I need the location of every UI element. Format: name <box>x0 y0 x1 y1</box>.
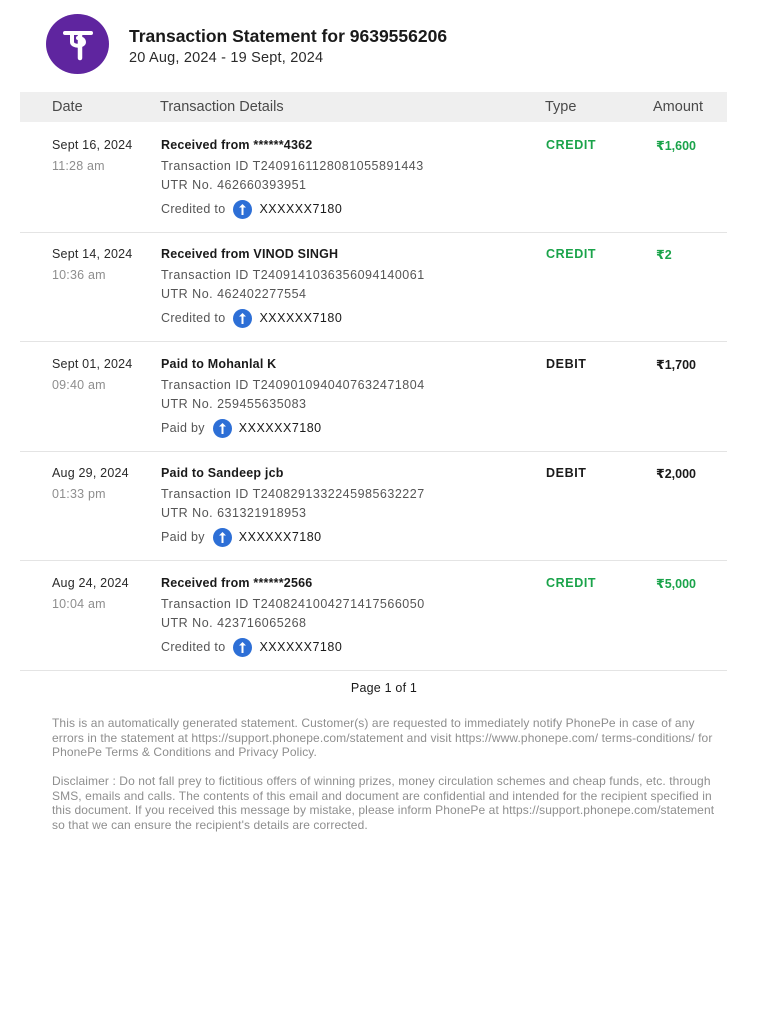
transaction-type: CREDIT <box>546 576 597 590</box>
account-line <box>161 527 322 547</box>
statement-notice: This is an automatically generated statement. Customer(s) are requested to immediately notify PhonePe in case of any errors in the statement at https://support.phonepe.com/statement and visit https://www.phonepe.com/ terms-conditions/ for PhonePe Terms & Conditions and Privacy Policy. <box>52 716 713 759</box>
page-number: Page 1 of 1 <box>350 681 418 695</box>
account-number: XXXXXX7180 <box>259 202 343 216</box>
transaction-party: Paid to Mohanlal K <box>161 357 277 371</box>
transaction-type: CREDIT <box>546 247 597 261</box>
transaction-party: Received from VINOD SINGH <box>161 247 339 261</box>
transaction-party: Received from ******4362 <box>161 138 313 152</box>
transaction-amount: ₹1,600 <box>656 139 696 153</box>
transaction-type: DEBIT <box>546 357 587 371</box>
transaction-amount: ₹1,700 <box>656 358 696 372</box>
transaction-date: Sept 01, 2024 <box>52 357 133 371</box>
utr-number: UTR No. 423716065268 <box>161 616 307 630</box>
account-line <box>161 199 342 219</box>
statement-title: Transaction Statement for 9639556206 <box>129 26 448 46</box>
account-line <box>161 308 342 328</box>
transaction-time: 09:40 am <box>52 378 106 392</box>
table-row <box>20 451 727 561</box>
account-label: Credited to <box>161 640 226 654</box>
transaction-id: Transaction ID T2408291332245985632227 <box>161 487 425 501</box>
statement-header <box>46 14 746 76</box>
column-header-date: Date <box>52 99 83 115</box>
column-header-type: Type <box>545 99 577 115</box>
utr-number: UTR No. 259455635083 <box>161 397 307 411</box>
transaction-time: 10:36 am <box>52 268 106 282</box>
account-number: XXXXXX7180 <box>238 530 322 544</box>
transaction-date: Sept 14, 2024 <box>52 247 133 261</box>
utr-number: UTR No. 462660393951 <box>161 178 307 192</box>
transaction-time: 01:33 pm <box>52 487 106 501</box>
transaction-date: Sept 16, 2024 <box>52 138 133 152</box>
phonepe-logo-icon <box>46 14 109 74</box>
table-header <box>20 92 727 122</box>
account-number: XXXXXX7180 <box>259 311 343 325</box>
transaction-party: Received from ******2566 <box>161 576 313 590</box>
transaction-id: Transaction ID T2409010940407632471804 <box>161 378 425 392</box>
transaction-date: Aug 29, 2024 <box>52 466 129 480</box>
transaction-id: Transaction ID T2409161128081055891443 <box>161 159 424 173</box>
transaction-time: 11:28 am <box>52 159 105 173</box>
column-header-details: Transaction Details <box>160 99 284 115</box>
bank-icon <box>213 528 232 547</box>
transaction-type: CREDIT <box>546 138 597 152</box>
bank-icon <box>233 200 252 219</box>
table-row <box>20 232 727 342</box>
table-row <box>20 123 727 233</box>
transaction-amount: ₹2,000 <box>656 467 696 481</box>
transaction-amount: ₹5,000 <box>656 577 696 591</box>
account-line <box>161 637 342 657</box>
bank-icon <box>233 309 252 328</box>
utr-number: UTR No. 631321918953 <box>161 506 307 520</box>
transaction-date: Aug 24, 2024 <box>52 576 129 590</box>
bank-icon <box>233 638 252 657</box>
account-number: XXXXXX7180 <box>259 640 343 654</box>
table-row <box>20 561 727 671</box>
account-label: Credited to <box>161 311 226 325</box>
utr-number: UTR No. 462402277554 <box>161 287 307 301</box>
transaction-id: Transaction ID T2409141036356094140061 <box>161 268 425 282</box>
transaction-type: DEBIT <box>546 466 587 480</box>
transaction-time: 10:04 am <box>52 597 106 611</box>
column-header-amount: Amount <box>653 99 703 115</box>
account-number: XXXXXX7180 <box>238 421 322 435</box>
account-label: Credited to <box>161 202 226 216</box>
transaction-id: Transaction ID T2408241004271417566050 <box>161 597 425 611</box>
statement-period: 20 Aug, 2024 - 19 Sept, 2024 <box>129 50 324 66</box>
bank-icon <box>213 419 232 438</box>
transaction-amount: ₹2 <box>656 248 672 262</box>
account-label: Paid by <box>161 530 205 544</box>
account-line <box>161 418 322 438</box>
disclaimer-text: Disclaimer : Do not fall prey to fictitious offers of winning prizes, money circulation schemes and cheap funds, etc. through SMS, emails and calls. The contents of this email and document are confidential and intended for the recipient specified in this document. If you received this message by mistake, please inform PhonePe at https://support.phonepe.com/statement so that we can ensure the recipient's details are corrected. <box>52 774 715 832</box>
table-row <box>20 342 727 452</box>
transaction-party: Paid to Sandeep jcb <box>161 466 284 480</box>
account-label: Paid by <box>161 421 205 435</box>
